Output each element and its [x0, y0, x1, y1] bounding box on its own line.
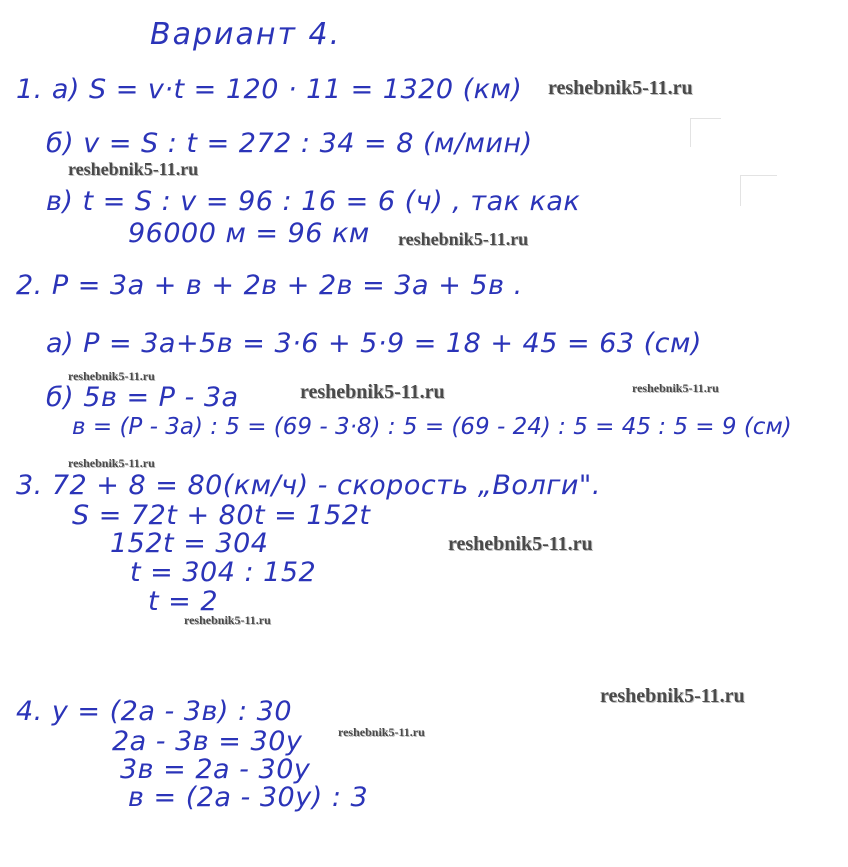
line-1b: б) v = S : t = 272 : 34 = 8 (м/мин)	[46, 128, 533, 159]
watermark: reshebnik5-11.ru	[184, 613, 271, 627]
line-3d: t = 304 : 152	[130, 557, 317, 588]
line-2a: а) P = 3a+5в = 3·6 + 5·9 = 18 + 45 = 63 (см)	[46, 328, 702, 359]
grid-fragment	[690, 118, 721, 147]
grid-fragment	[740, 175, 777, 206]
line-4c: 3в = 2a - 30y	[120, 754, 311, 785]
watermark: reshebnik5-11.ru	[68, 456, 155, 470]
line-4b: 2a - 3в = 30y	[112, 726, 303, 757]
watermark: reshebnik5-11.ru	[338, 725, 425, 739]
page-title: Вариант 4.	[150, 17, 342, 52]
watermark: reshebnik5-11.ru	[398, 229, 529, 249]
line-1c: в) t = S : v = 96 : 16 = 6 (ч) , так как	[46, 186, 581, 217]
line-1a: 1. а) S = v·t = 120 · 11 = 1320 (км)	[16, 74, 523, 105]
line-3: 3. 72 + 8 = 80(км/ч) - скорость „Волги".	[16, 470, 601, 501]
line-2: 2. P = 3a + в + 2в + 2в = 3a + 5в .	[16, 270, 523, 301]
line-3b: S = 72t + 80t = 152t	[72, 500, 371, 531]
watermark: reshebnik5-11.ru	[632, 381, 719, 395]
watermark: reshebnik5-11.ru	[448, 533, 593, 555]
line-2b-continued: в = (P - 3a) : 5 = (69 - 3·8) : 5 = (69 - 24) : 5 = 45 : 5 = 9 (см)	[72, 414, 792, 440]
line-1c-continued: 96000 м = 96 км	[128, 218, 370, 249]
watermark: reshebnik5-11.ru	[300, 381, 445, 403]
line-3c: 152t = 304	[110, 528, 269, 559]
line-4d: в = (2a - 30y) : 3	[128, 782, 369, 813]
line-2b: б) 5в = P - 3a	[46, 382, 239, 413]
watermark: reshebnik5-11.ru	[68, 369, 155, 383]
line-4: 4. y = (2a - 3в) : 30	[16, 696, 293, 727]
watermark: reshebnik5-11.ru	[548, 77, 693, 99]
line-3e: t = 2	[148, 586, 219, 617]
watermark: reshebnik5-11.ru	[68, 159, 199, 179]
watermark: reshebnik5-11.ru	[600, 685, 745, 707]
